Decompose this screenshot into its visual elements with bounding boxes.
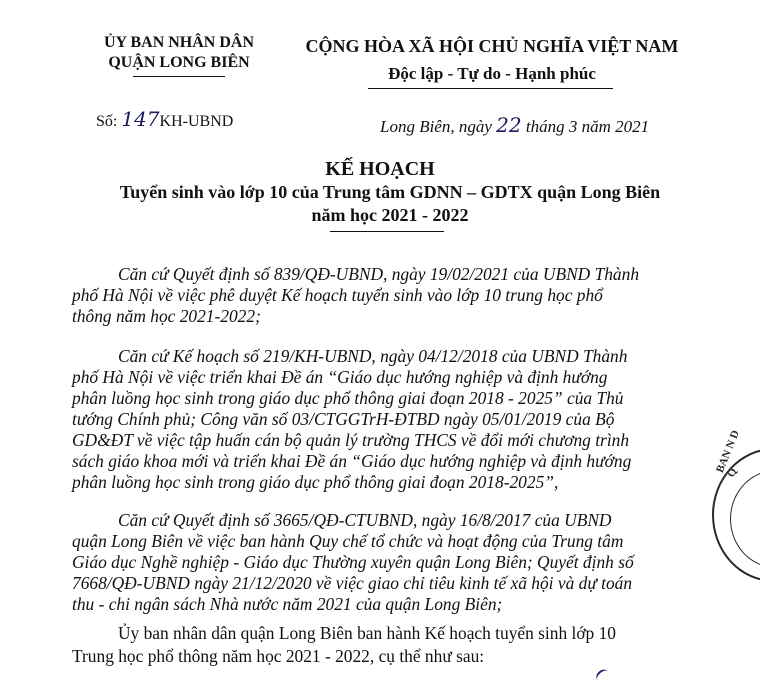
paragraph-line: GD&ĐT về việc tập huấn cán bộ quản lý trường THCS về đổi mới chương trình xyxy=(72,430,630,450)
motto-underline xyxy=(368,88,613,89)
paragraph-line: Căn cứ Kế hoạch số 219/KH-UBND, ngày 04/12/2018 của UBND Thành xyxy=(118,346,628,366)
paragraph-line: thông năm học 2021-2022; xyxy=(72,306,261,326)
paragraph-line: Ủy ban nhân dân quận Long Biên ban hành Kế hoạch tuyển sinh lớp 10 xyxy=(118,623,616,643)
number-suffix: KH-UBND xyxy=(159,113,234,130)
nation-title: CỘNG HÒA XÃ HỘI CHỦ NGHĨA VIỆT NAM xyxy=(305,36,679,56)
paragraph-2 xyxy=(72,346,712,493)
paragraph-line: Trung học phổ thông năm học 2021 - 2022, cụ thể như sau: xyxy=(72,646,485,666)
number-prefix: Số: xyxy=(96,113,118,130)
paragraph-line: Căn cứ Quyết định số 3665/QĐ-CTUBND, ngày 16/8/2017 của UBND xyxy=(118,510,612,530)
document-title: KẾ HOẠCH xyxy=(325,158,435,180)
organization-line1: ỦY BAN NHÂN DÂN xyxy=(103,34,255,51)
paragraph-line: tướng Chính phủ; Công văn số 03/CTGGTrH-ĐTBD ngày 05/01/2019 của Bộ xyxy=(72,409,615,429)
paragraph-1 xyxy=(72,264,712,327)
paragraph-line: phân luồng học sinh trong giáo dục phổ thông giai đoạn 2018 - 2025” của Thủ xyxy=(72,388,624,408)
organization-underline xyxy=(133,76,225,77)
paragraph-line: phố Hà Nội về việc triển khai Đề án “Giáo dục hướng nghiệp và định hướng xyxy=(72,367,608,387)
paragraph-line: Giáo dục Nghề nghiệp - Giáo dục Thường xuyên quận Long Biên; Quyết định số xyxy=(72,552,634,572)
paragraph-line: 7668/QĐ-UBND ngày 21/12/2020 về việc giao chỉ tiêu kinh tế xã hội và dự toán xyxy=(72,573,633,593)
paragraph-line: quận Long Biên về việc ban hành Quy chế tổ chức và hoạt động của Trung tâm xyxy=(72,531,624,551)
document-subtitle-line2: năm học 2021 - 2022 xyxy=(311,205,469,225)
date-suffix: tháng 3 năm 2021 xyxy=(525,117,650,136)
number-handwritten: 147 xyxy=(121,107,160,131)
date-day-handwritten: 22 xyxy=(496,113,522,137)
date-prefix: Long Biên, ngày xyxy=(380,117,492,136)
paragraph-3 xyxy=(72,510,712,615)
paragraph-line: phố Hà Nội về việc phê duyệt Kế hoạch tuyển sinh vào lớp 10 trung học phổ xyxy=(72,285,603,305)
document-number xyxy=(96,107,233,131)
document-date xyxy=(380,113,649,137)
nation-motto: Độc lập - Tự do - Hạnh phúc xyxy=(388,64,596,83)
title-underline xyxy=(330,231,444,232)
paragraph-4 xyxy=(72,622,712,668)
paragraph-line: thu - chi ngân sách Nhà nước năm 2021 của quận Long Biên; xyxy=(72,594,503,614)
pen-mark xyxy=(594,667,612,685)
organization-line2: QUẬN LONG BIÊN xyxy=(108,54,250,71)
paragraph-line: phân luồng học sinh trong giáo dục phổ thông giai đoạn 2018-2025”, xyxy=(72,472,559,492)
official-stamp-lettering: BAN N D Q xyxy=(714,428,742,479)
paragraph-line: Căn cứ Quyết định số 839/QĐ-UBND, ngày 19/02/2021 của UBND Thành xyxy=(118,264,640,284)
paragraph-line: sách giáo khoa mới và triển khai Đề án “Giáo dục hướng nghiệp và định hướng xyxy=(72,451,632,471)
document-subtitle-line1: Tuyển sinh vào lớp 10 của Trung tâm GDNN – GDTX quận Long Biên xyxy=(119,182,661,202)
